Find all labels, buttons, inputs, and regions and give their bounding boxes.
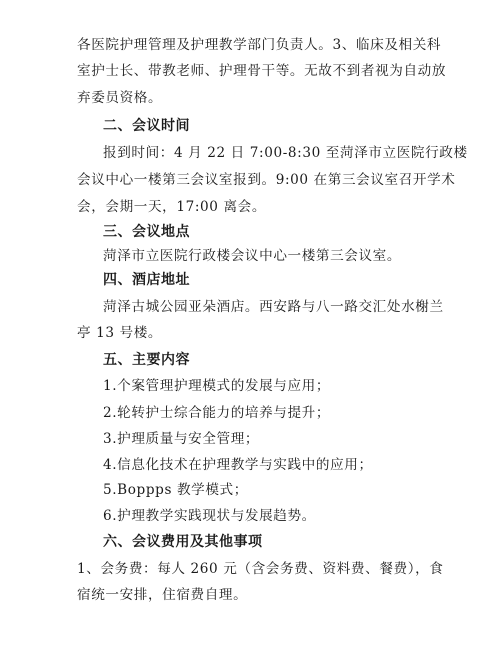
hotel-line-2: 亭 13 号楼。 [77,325,163,341]
content-item: 3.护理质量与安全管理； [103,431,260,447]
section-heading-location: 三、会议地点 [103,224,190,240]
time-line-1: 报到时间：4 月 22 日 7:00-8:30 至菏泽市立医院行政楼 [103,145,468,161]
content-item: 2.轮转护士综合能力的培养与提升； [103,405,331,421]
time-line-3: 会，会期一天，17:00 离会。 [77,199,267,215]
hotel-line-1: 菏泽古城公园亚朵酒店。西安路与八一路交汇处水榭兰 [103,299,444,315]
section-heading-content: 五、主要内容 [103,352,190,368]
time-line-2: 会议中心一楼第三会议室报到。9:00 在第三会议室召开学术 [77,172,456,188]
intro-line-1: 各医院护理管理及护理教学部门负责人。3、临床及相关科 [77,37,442,53]
fees-line-1: 1、会务费：每人 260 元（含会务费、资料费、餐费），食 [77,561,444,577]
intro-line-3: 弃委员资格。 [77,90,163,106]
content-item: 5.Boppps 教学模式； [103,482,248,498]
intro-line-2: 室护士长、带教老师、护理骨干等。无故不到者视为自动放 [77,63,447,79]
section-heading-hotel: 四、酒店地址 [103,272,190,288]
content-item: 4.信息化技术在护理教学与实践中的应用； [103,457,373,473]
fees-line-2: 宿统一安排，住宿费自理。 [77,587,248,603]
section-heading-time: 二、会议时间 [103,118,190,134]
content-item: 6.护理教学实践现状与发展趋势。 [103,508,316,524]
section-heading-fees: 六、会议费用及其他事项 [103,534,263,550]
location-line-1: 菏泽市立医院行政楼会议中心一楼第三会议室。 [103,248,402,264]
content-item: 1.个案管理护理模式的发展与应用； [103,378,331,394]
